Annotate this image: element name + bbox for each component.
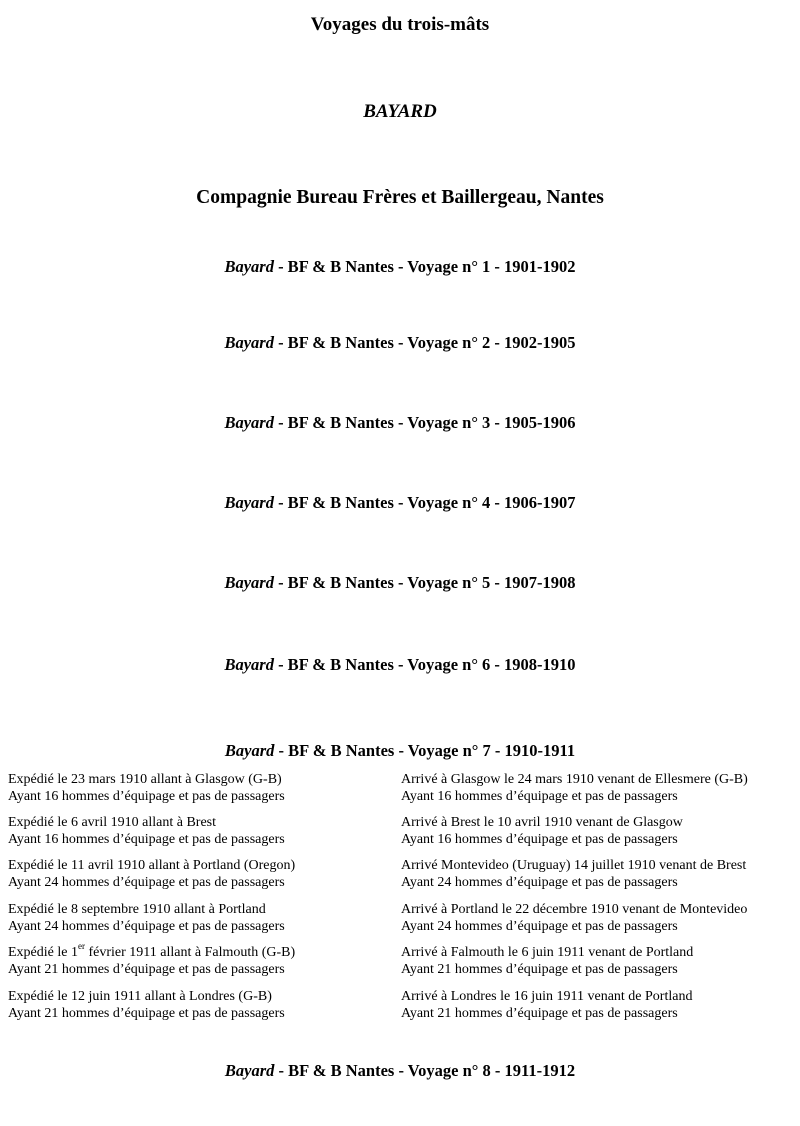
departure-record: [8, 901, 388, 935]
voyage-label: - BF & B Nantes - Voyage n° 2 - 1902-1905: [273, 333, 576, 352]
departure-crew-text: Ayant 24 hommes d’équipage et pas de passagers: [8, 875, 285, 890]
arrival-crew-text: Ayant 24 hommes d’équipage et pas de passagers: [401, 919, 678, 934]
departure-text: Expédié le 23 mars 1910 allant à Glasgow (G-B): [8, 772, 282, 787]
voyage-label: - BF & B Nantes - Voyage n° 8 - 1911-1912: [274, 1061, 576, 1080]
arrival-record: [401, 857, 796, 891]
voyage-entry: [0, 941, 800, 980]
arrival-text: Arrivé à Londres le 16 juin 1911 venant de Portland: [401, 989, 693, 1004]
voyage-heading-1: [0, 257, 800, 277]
arrival-record: [401, 901, 796, 935]
voyage-ship-name: Bayard: [224, 413, 274, 432]
voyage-entry: [0, 988, 800, 1024]
voyage-ship-name: Bayard: [224, 573, 274, 592]
voyage-ship-name: Bayard: [224, 257, 274, 276]
arrival-text: Arrivé à Brest le 10 avril 1910 venant de Glasgow: [401, 815, 683, 830]
departure-record: [8, 941, 388, 978]
voyage-ship-name: Bayard: [224, 655, 274, 674]
departure-record: [8, 814, 388, 848]
departure-record: [8, 857, 388, 891]
document-title: Voyages du trois-mâts: [310, 14, 490, 35]
voyage-heading-8: [0, 1061, 800, 1081]
voyage-entry: [0, 814, 800, 850]
departure-text: Expédié le 8 septembre 1910 allant à Portland: [8, 902, 266, 917]
departure-text: Expédié le 12 juin 1911 allant à Londres (G-B): [8, 989, 272, 1004]
voyage-ship-name: Bayard: [224, 493, 274, 512]
arrival-text: Arrivé à Portland le 22 décembre 1910 venant de Montevideo: [401, 902, 748, 917]
arrival-text: Arrivé à Falmouth le 6 juin 1911 venant de Portland: [401, 945, 694, 960]
arrival-crew-text: Ayant 24 hommes d’équipage et pas de passagers: [401, 875, 678, 890]
voyage-label: - BF & B Nantes - Voyage n° 7 - 1910-1911: [274, 741, 576, 760]
voyage-entry: [0, 857, 800, 893]
voyage-label: - BF & B Nantes - Voyage n° 3 - 1905-1906: [273, 413, 576, 432]
ship-name-heading: BAYARD: [363, 101, 437, 122]
voyage-heading-2: [0, 333, 800, 353]
arrival-record: [401, 988, 796, 1022]
voyage-ship-name: Bayard: [224, 333, 274, 352]
arrival-text: Arrivé Montevideo (Uruguay) 14 juillet 1910 venant de Brest: [401, 858, 747, 873]
arrival-crew-text: Ayant 21 hommes d’équipage et pas de passagers: [401, 1006, 678, 1021]
departure-crew-text: Ayant 21 hommes d’équipage et pas de passagers: [8, 1006, 285, 1021]
voyage-heading-4: [0, 493, 800, 513]
arrival-crew-text: Ayant 21 hommes d’équipage et pas de passagers: [401, 962, 678, 977]
voyage-entry: [0, 771, 800, 807]
voyage-ship-name: Bayard: [224, 741, 275, 760]
departure-crew-text: Ayant 16 hommes d’équipage et pas de passagers: [8, 832, 285, 847]
departure-record: [8, 771, 388, 805]
company-heading: Compagnie Bureau Frères et Baillergeau, Nantes: [196, 187, 604, 208]
departure-crew-text: Ayant 21 hommes d’équipage et pas de passagers: [8, 962, 285, 977]
voyage-heading-3: [0, 413, 800, 433]
voyage-entry: [0, 901, 800, 937]
arrival-text: Arrivé à Glasgow le 24 mars 1910 venant de Ellesmere (G-B): [401, 772, 748, 787]
arrival-crew-text: Ayant 16 hommes d’équipage et pas de passagers: [401, 789, 678, 804]
arrival-record: [401, 771, 796, 805]
departure-record: [8, 988, 388, 1022]
departure-crew-text: Ayant 24 hommes d’équipage et pas de passagers: [8, 919, 285, 934]
departure-text: Expédié le 6 avril 1910 allant à Brest: [8, 815, 216, 830]
departure-text: [8, 941, 388, 961]
voyage-label: - BF & B Nantes - Voyage n° 1 - 1901-1902: [273, 257, 576, 276]
voyage-heading-7: [0, 741, 800, 761]
departure-crew-text: Ayant 16 hommes d’équipage et pas de passagers: [8, 789, 285, 804]
arrival-crew-text: Ayant 16 hommes d’équipage et pas de passagers: [401, 832, 678, 847]
voyage-heading-5: [0, 573, 800, 593]
departure-text-start: Expédié le 1: [8, 945, 78, 960]
voyage-label: - BF & B Nantes - Voyage n° 4 - 1906-1907: [273, 493, 576, 512]
arrival-record: [401, 814, 796, 848]
voyage-heading-6: [0, 655, 800, 675]
departure-text: Expédié le 11 avril 1910 allant à Portland (Oregon): [8, 858, 296, 873]
ordinal-superscript: er: [77, 941, 85, 952]
voyage-label: - BF & B Nantes - Voyage n° 5 - 1907-1908: [273, 573, 576, 592]
arrival-record: [401, 944, 796, 978]
voyage-label: - BF & B Nantes - Voyage n° 6 - 1908-1910: [273, 655, 576, 674]
voyage-ship-name: Bayard: [224, 1061, 275, 1080]
departure-text-end: février 1911 allant à Falmouth (G-B): [84, 945, 296, 960]
